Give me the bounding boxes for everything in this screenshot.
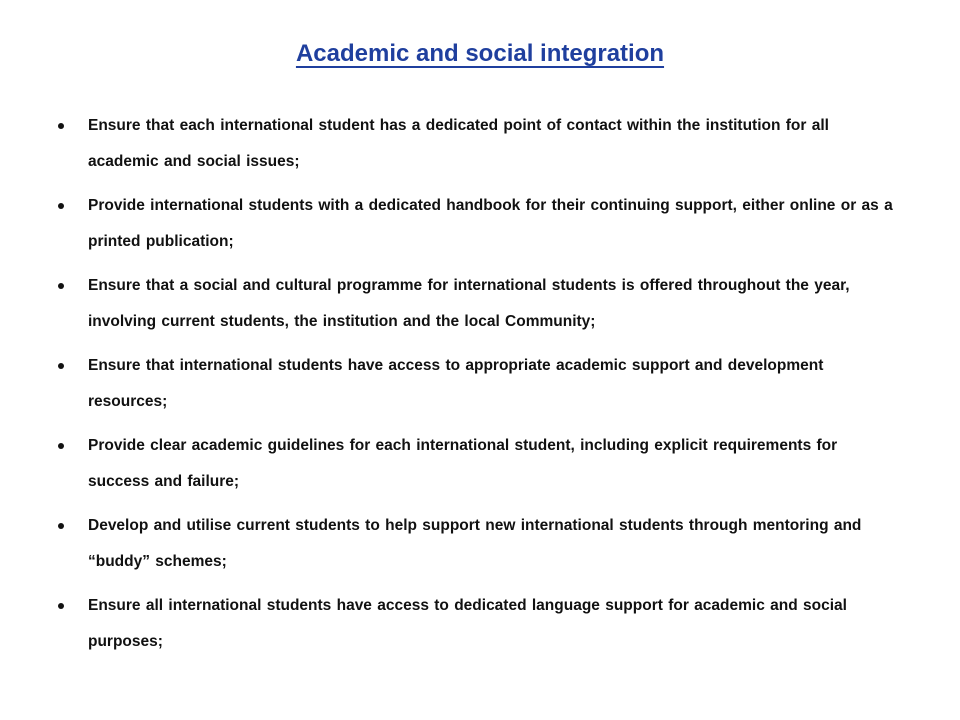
bullet-text: Develop and utilise current students to help support new international students through mentoring and “buddy” schemes;: [88, 517, 862, 570]
bullet-text: Ensure that a social and cultural programme for international students is offered throughout the year, involving current students, the institution and the local Community;: [88, 277, 850, 330]
bullet-item: [58, 428, 898, 508]
bullet-item: [58, 268, 898, 348]
bullet-text: Ensure that international students have access to appropriate academic support and development resources;: [88, 357, 824, 410]
bullet-dot-icon: [58, 203, 64, 209]
bullet-item: [58, 348, 898, 428]
bullet-dot-icon: [58, 603, 64, 609]
bullet-text: Provide international students with a dedicated handbook for their continuing support, either online or as a printed publication;: [88, 197, 893, 250]
bullet-item: [58, 188, 898, 268]
bullet-dot-icon: [58, 443, 64, 449]
bullet-text: Ensure all international students have access to dedicated language support for academic and social purposes;: [88, 597, 847, 650]
bullet-dot-icon: [58, 283, 64, 289]
slide-title: Academic and social integration: [295, 40, 665, 67]
bullet-dot-icon: [58, 123, 64, 129]
bullet-item: [58, 108, 898, 188]
bullet-dot-icon: [58, 363, 64, 369]
bullet-item: [58, 508, 898, 588]
bullet-dot-icon: [58, 523, 64, 529]
bullet-list: [58, 108, 898, 668]
bullet-item: [58, 588, 898, 668]
bullet-text: Provide clear academic guidelines for each international student, including explicit requirements for success and failure;: [88, 437, 838, 490]
bullet-text: Ensure that each international student has a dedicated point of contact within the institution for all academic and social issues;: [88, 117, 829, 170]
